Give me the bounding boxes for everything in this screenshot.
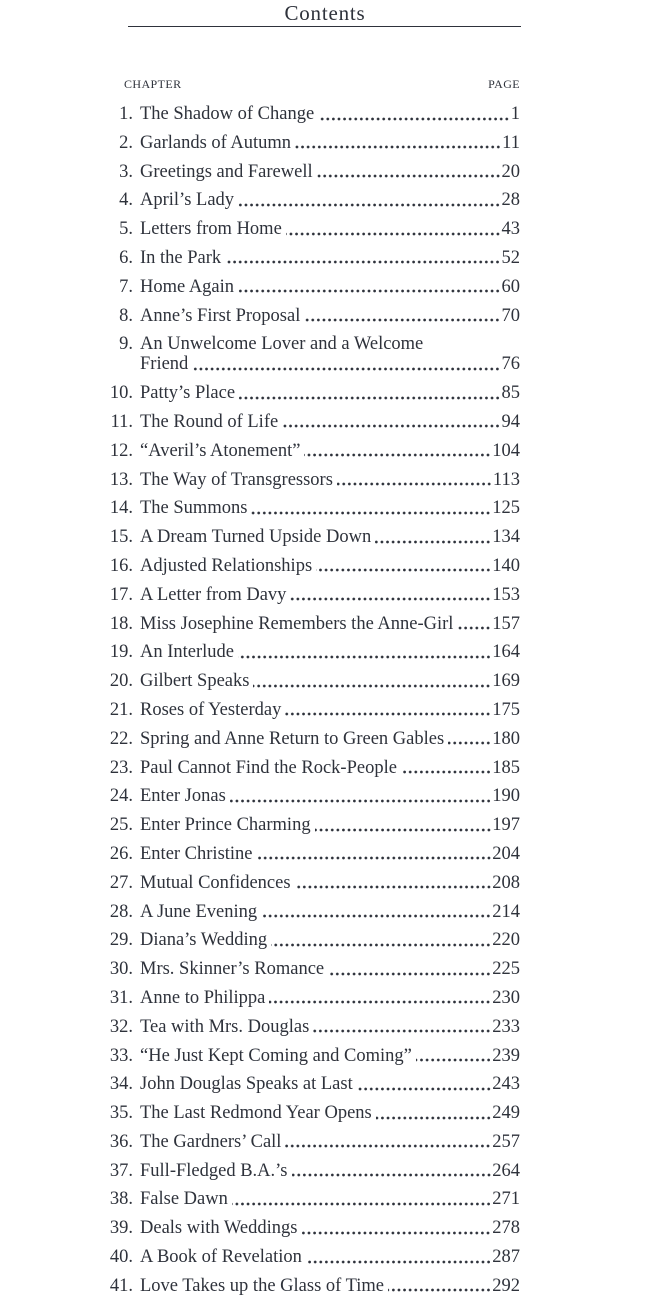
toc-entry <box>105 1046 520 1066</box>
toc-entry <box>105 190 520 210</box>
chapter-number: 31. <box>109 987 133 1008</box>
chapter-number: 25. <box>109 815 133 836</box>
chapter-title: Adjusted Relationships <box>140 555 313 576</box>
toc-entry <box>105 1074 520 1094</box>
chapter-title: An Interlude <box>140 642 235 663</box>
toc-entry <box>105 306 520 326</box>
chapter-number: 16. <box>109 555 133 576</box>
title-rule <box>128 26 521 27</box>
page-number: 134 <box>492 527 520 548</box>
chapter-title: Home Again <box>140 276 235 297</box>
chapter-number: 18. <box>109 613 133 634</box>
toc-entry <box>105 844 520 864</box>
toc-entry <box>105 786 520 806</box>
chapter-number: 24. <box>109 786 133 807</box>
page-title: Contents <box>284 1 366 25</box>
chapter-title: Patty’s Place <box>140 383 236 404</box>
chapter-title: Spring and Anne Return to Green Gables <box>140 728 445 749</box>
chapter-number: 37. <box>109 1160 133 1181</box>
chapter-title: The Last Redmond Year Opens <box>140 1103 372 1124</box>
page-number: 169 <box>492 671 520 692</box>
dot-leader <box>317 174 501 178</box>
page-number: 125 <box>492 498 520 519</box>
chapter-title: Mrs. Skinner’s Romance <box>140 959 325 980</box>
toc-entry <box>105 1247 520 1267</box>
dot-leader <box>282 424 500 428</box>
chapter-title: Letters from Home <box>140 219 282 240</box>
dot-leader <box>269 1000 491 1004</box>
dot-leader <box>318 117 510 121</box>
page-number: 113 <box>492 469 520 490</box>
toc-entry <box>105 470 520 490</box>
toc-entry <box>105 671 520 691</box>
chapter-number: 40. <box>109 1247 133 1268</box>
chapter-number: 6. <box>119 247 133 268</box>
page-number: 153 <box>492 584 520 605</box>
chapter-number: 17. <box>109 584 133 605</box>
dot-leader <box>271 943 491 947</box>
toc-entry <box>105 1189 520 1209</box>
page-number: 225 <box>492 959 520 980</box>
chapter-number: 27. <box>109 872 133 893</box>
dot-leader <box>286 232 501 236</box>
chapter-title: Enter Prince Charming <box>140 815 311 836</box>
dot-leader <box>304 318 500 322</box>
chapter-title: Enter Jonas <box>140 786 226 807</box>
dot-leader <box>401 770 491 774</box>
chapter-number: 7. <box>119 276 133 297</box>
dot-leader <box>313 1029 491 1033</box>
page-number: 243 <box>492 1074 520 1095</box>
dot-leader <box>230 799 491 803</box>
toc-entry <box>105 1276 520 1296</box>
page-number: 157 <box>492 613 520 634</box>
toc-entry <box>105 527 520 547</box>
chapter-title: “He Just Kept Coming and Coming” <box>140 1045 412 1066</box>
toc-entry <box>105 1103 520 1123</box>
chapter-title: A Book of Revelation <box>140 1247 302 1268</box>
dot-leader <box>316 568 491 572</box>
chapter-title: A Letter from Davy <box>140 584 287 605</box>
chapter-column-header: CHAPTER <box>124 77 182 91</box>
page-column-header: PAGE <box>488 77 520 91</box>
dot-leader <box>290 597 491 601</box>
toc-entry <box>105 902 520 922</box>
page-number: 52 <box>501 247 520 268</box>
toc-entry <box>105 334 520 354</box>
chapter-number: 4. <box>119 190 133 211</box>
toc-entry <box>105 133 520 153</box>
dot-leader <box>457 626 491 630</box>
page-number: 1 <box>510 104 520 124</box>
dot-leader <box>315 828 492 832</box>
chapter-number: 1. <box>119 104 133 124</box>
chapter-number: 39. <box>109 1218 133 1239</box>
chapter-title: Tea with Mrs. Douglas <box>140 1016 310 1037</box>
dot-leader <box>328 972 491 976</box>
page-number: 214 <box>492 901 520 922</box>
chapter-number: 9. <box>119 334 133 355</box>
chapter-number: 2. <box>119 132 133 153</box>
chapter-title: The Shadow of Change <box>140 104 315 124</box>
chapter-title: Gilbert Speaks <box>140 671 250 692</box>
chapter-number: 3. <box>119 161 133 182</box>
dot-leader <box>375 540 491 544</box>
chapter-title: Greetings and Farewell <box>140 161 313 182</box>
page-number: 278 <box>492 1218 520 1239</box>
chapter-title: Full-Fledged B.A.’s <box>140 1160 288 1181</box>
chapter-number: 19. <box>109 642 133 663</box>
page-number: 287 <box>492 1247 520 1268</box>
dot-leader <box>416 1058 491 1062</box>
page-number: 239 <box>492 1045 520 1066</box>
chapter-number: 32. <box>109 1016 133 1037</box>
dot-leader <box>304 453 491 457</box>
page-number: 104 <box>492 440 520 461</box>
dot-leader <box>192 367 500 371</box>
dot-leader <box>448 741 491 745</box>
page-number: 43 <box>501 219 520 240</box>
chapter-title: Paul Cannot Find the Rock-People <box>140 757 397 778</box>
toc-entry <box>105 441 520 461</box>
toc-entry <box>105 642 520 662</box>
chapter-number: 15. <box>109 527 133 548</box>
page-number: 230 <box>492 987 520 1008</box>
chapter-number: 36. <box>109 1131 133 1152</box>
page-number: 175 <box>492 699 520 720</box>
chapter-number: 11. <box>110 411 133 432</box>
page-number: 185 <box>492 757 520 778</box>
chapter-number: 41. <box>109 1275 133 1296</box>
chapter-title: Garlands of Autumn <box>140 132 292 153</box>
toc-entry <box>105 959 520 979</box>
page-number: 197 <box>492 815 520 836</box>
page-number: 70 <box>501 305 520 326</box>
dot-leader <box>306 1260 491 1264</box>
chapter-title: Miss Josephine Remembers the Anne-Girl <box>140 613 454 634</box>
chapter-title: The Round of Life <box>140 411 279 432</box>
chapter-title: False Dawn <box>140 1189 228 1210</box>
chapter-number: 35. <box>109 1103 133 1124</box>
page-number: 204 <box>492 843 520 864</box>
toc-entry <box>105 700 520 720</box>
toc-entry <box>105 383 520 403</box>
page-number: 233 <box>492 1016 520 1037</box>
toc-entry <box>105 277 520 297</box>
page-number: 140 <box>492 555 520 576</box>
chapter-number: 33. <box>109 1045 133 1066</box>
dot-leader <box>232 1202 491 1206</box>
dot-leader <box>238 655 491 659</box>
page-number: 257 <box>492 1131 520 1152</box>
page-number: 20 <box>501 161 520 182</box>
dot-leader <box>337 482 492 486</box>
toc-entry <box>105 758 520 778</box>
chapter-number: 28. <box>109 901 133 922</box>
toc-entry <box>105 585 520 605</box>
page-number: 76 <box>501 354 520 375</box>
dot-leader <box>225 260 500 264</box>
toc-entry <box>105 104 520 124</box>
chapter-title: A Dream Turned Upside Down <box>140 527 372 548</box>
dot-leader <box>253 684 491 688</box>
dot-leader <box>238 203 500 207</box>
page-number: 249 <box>492 1103 520 1124</box>
chapter-title: An Unwelcome Lover and a Welcome <box>140 334 424 355</box>
page-number: 11 <box>502 132 520 153</box>
chapter-title: Anne’s First Proposal <box>140 305 301 326</box>
dot-leader <box>261 914 491 918</box>
page-number: 164 <box>492 642 520 663</box>
page-number: 208 <box>492 872 520 893</box>
chapter-title: Love Takes up the Glass of Time <box>140 1275 384 1296</box>
toc-entry <box>105 354 520 374</box>
chapter-title: John Douglas Speaks at Last <box>140 1074 353 1095</box>
page-number: 264 <box>492 1160 520 1181</box>
page-number: 60 <box>501 276 520 297</box>
toc-entry <box>105 162 520 182</box>
toc-entry <box>105 1218 520 1238</box>
chapter-title: The Way of Transgressors <box>140 469 333 490</box>
chapter-title: The Gardners’ Call <box>140 1131 282 1152</box>
toc-entry <box>105 1161 520 1181</box>
dot-leader <box>376 1116 492 1120</box>
chapter-title: “Averil’s Atonement” <box>140 440 301 461</box>
page-number: 292 <box>492 1275 520 1296</box>
dot-leader <box>239 396 500 400</box>
dot-leader <box>285 1144 491 1148</box>
chapter-number: 38. <box>109 1189 133 1210</box>
chapter-title: Enter Christine <box>140 843 253 864</box>
dot-leader <box>292 1173 492 1177</box>
toc-entry <box>105 873 520 893</box>
toc-entry <box>105 815 520 835</box>
dot-leader <box>295 885 492 889</box>
toc-entry <box>105 248 520 268</box>
chapter-title: In the Park <box>140 247 222 268</box>
toc-entry <box>105 988 520 1008</box>
page-number: 190 <box>492 786 520 807</box>
toc-entry <box>105 412 520 432</box>
toc-entry <box>105 614 520 634</box>
chapter-number: 14. <box>109 498 133 519</box>
chapter-title: Deals with Weddings <box>140 1218 298 1239</box>
page-number: 220 <box>492 930 520 951</box>
dot-leader <box>238 289 500 293</box>
page-number: 94 <box>501 411 520 432</box>
chapter-title: Diana’s Wedding <box>140 930 268 951</box>
chapter-number: 22. <box>109 728 133 749</box>
chapter-number: 30. <box>109 959 133 980</box>
toc-entry <box>105 1017 520 1037</box>
chapter-title: Mutual Confidences <box>140 872 291 893</box>
toc-entry <box>105 219 520 239</box>
page-number: 28 <box>501 190 520 211</box>
chapter-number: 12. <box>109 440 133 461</box>
dot-leader <box>357 1087 492 1091</box>
chapter-number: 23. <box>109 757 133 778</box>
page-number: 85 <box>501 383 520 404</box>
toc-entry <box>105 930 520 950</box>
page-number: 271 <box>492 1189 520 1210</box>
toc-list <box>105 104 520 1300</box>
toc-entry <box>105 556 520 576</box>
chapter-number: 20. <box>109 671 133 692</box>
dot-leader <box>251 511 491 515</box>
chapter-title: A June Evening <box>140 901 258 922</box>
chapter-number: 21. <box>109 699 133 720</box>
toc-entry <box>105 498 520 518</box>
chapter-number: 5. <box>119 219 133 240</box>
chapter-number: 13. <box>109 469 133 490</box>
dot-leader <box>301 1231 491 1235</box>
dot-leader <box>388 1288 491 1292</box>
chapter-number: 10. <box>109 383 133 404</box>
dot-leader <box>295 145 501 149</box>
chapter-title: Anne to Philippa <box>140 987 266 1008</box>
dot-leader <box>257 856 492 860</box>
chapter-number: 34. <box>109 1074 133 1095</box>
page-number: 180 <box>492 728 520 749</box>
chapter-number: 29. <box>109 930 133 951</box>
chapter-title: April’s Lady <box>140 190 235 211</box>
chapter-title: Roses of Yesterday <box>140 699 282 720</box>
chapter-number: 8. <box>119 305 133 326</box>
chapter-title: Friend <box>140 354 189 375</box>
chapter-number: 26. <box>109 843 133 864</box>
toc-entry <box>105 1132 520 1152</box>
chapter-title: The Summons <box>140 498 248 519</box>
toc-entry <box>105 729 520 749</box>
column-headers <box>105 77 520 92</box>
dot-leader <box>285 712 491 716</box>
